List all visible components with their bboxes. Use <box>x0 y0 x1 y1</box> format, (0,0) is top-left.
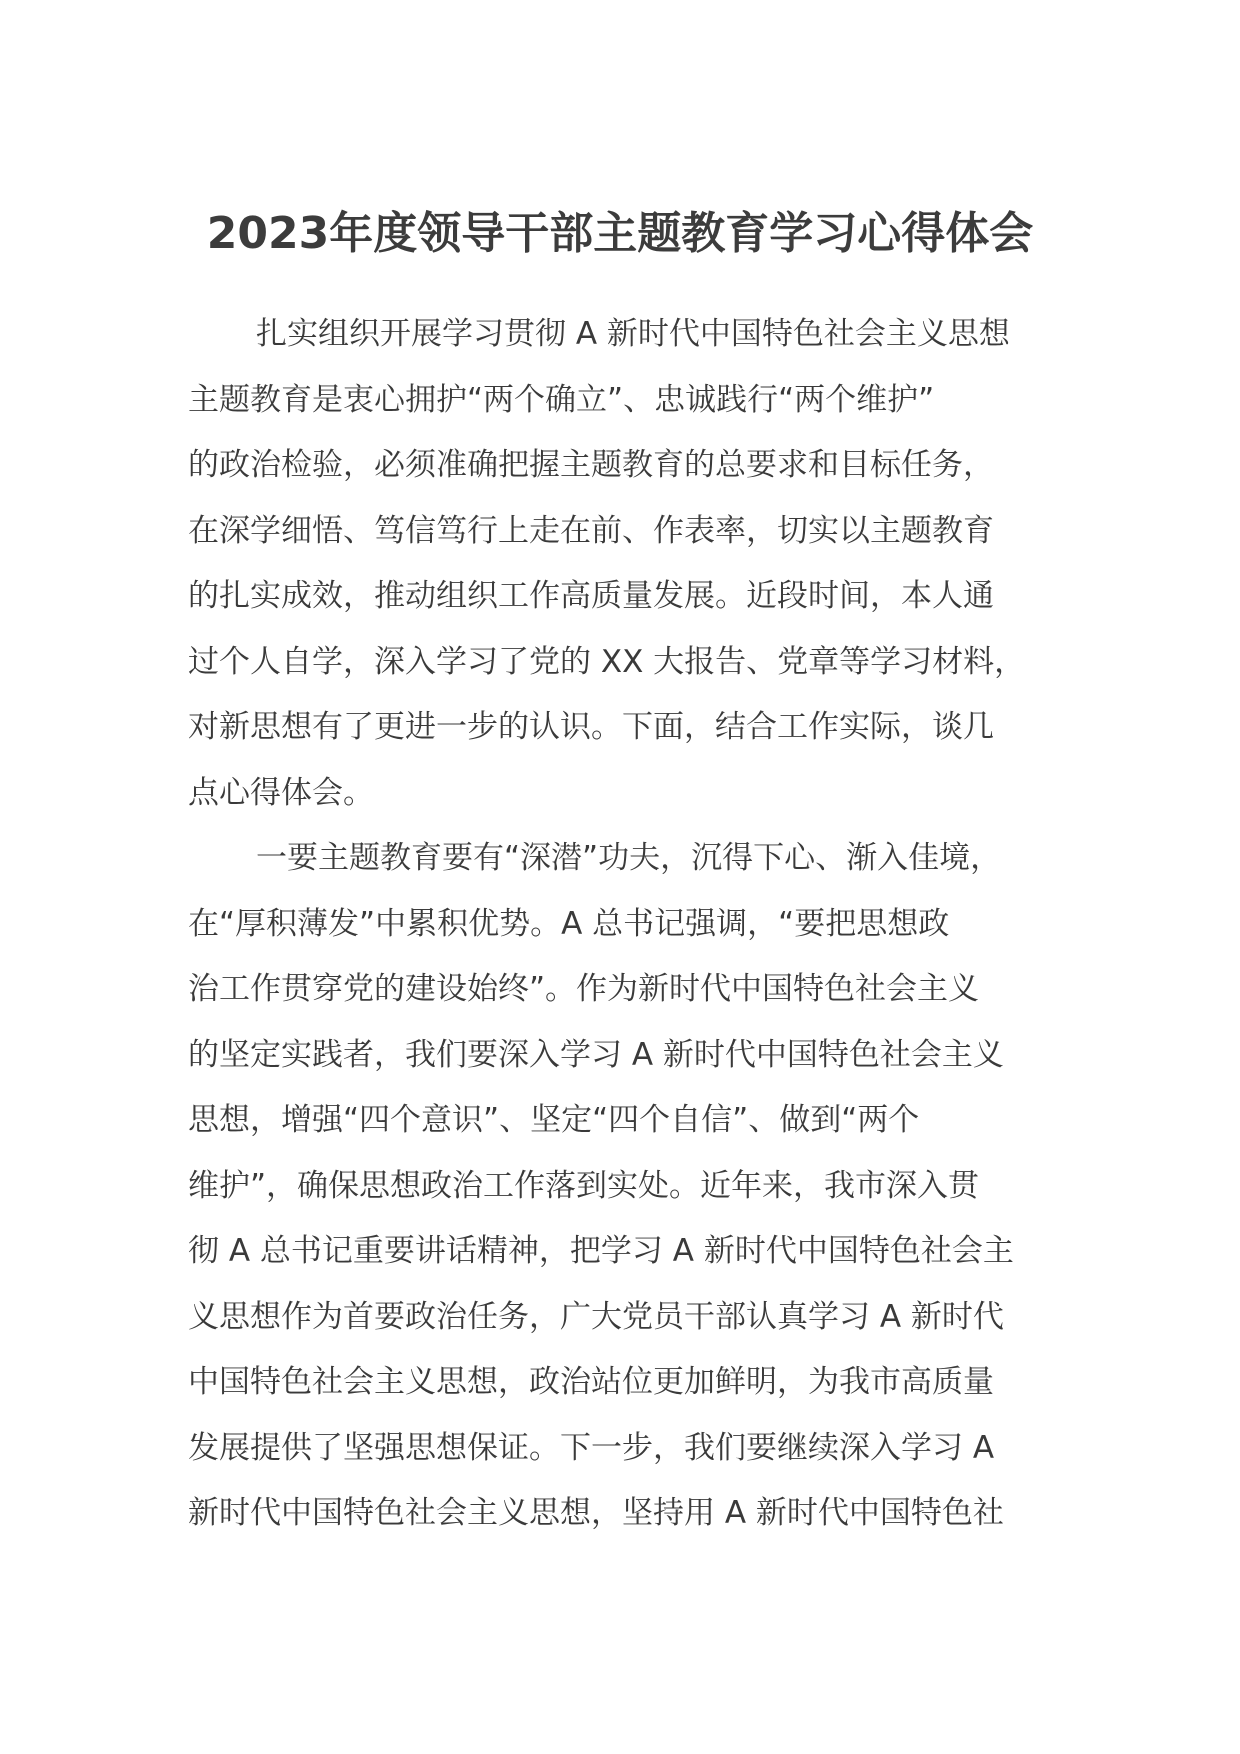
text-line: 一要主题教育要有“深潜”功夫，沉得下心、渐入佳境， <box>256 840 1002 876</box>
text-line: 彻 A 总书记重要讲话精神，把学习 A 新时代中国特色社会主 <box>188 1233 1014 1269</box>
text-line: 的政治检验，必须准确把握主题教育的总要求和目标任务， <box>188 447 994 483</box>
text-line: 中国特色社会主义思想，政治站位更加鲜明，为我市高质量 <box>188 1364 994 1400</box>
text-line: 在深学细悟、笃信笃行上走在前、作表率，切实以主题教育 <box>188 512 994 549</box>
text-line: 对新思想有了更进一步的认识。下面，结合工作实际，谈几 <box>188 709 994 745</box>
text-line: 的扎实成效，推动组织工作高质量发展。近段时间，本人通 <box>188 578 994 614</box>
text-line: 治工作贯穿党的建设始终”。作为新时代中国特色社会主义 <box>188 971 980 1007</box>
paragraph-point-one <box>188 826 1068 1547</box>
text-line: 在“厚积薄发”中累积优势。A 总书记强调，“要把思想政 <box>188 905 950 942</box>
text-line: 主题教育是衷心拥护“两个确立”、忠诚践行“两个维护” <box>188 381 935 418</box>
text-line: 义思想作为首要政治任务，广大党员干部认真学习 A 新时代 <box>188 1298 1004 1335</box>
text-line: 思想，增强“四个意识”、坚定“四个自信”、做到“两个 <box>188 1102 920 1138</box>
text-line: 新时代中国特色社会主义思想，坚持用 A 新时代中国特色社 <box>188 1495 1004 1531</box>
text-line: 扎实组织开展学习贯彻 A 新时代中国特色社会主义思想 <box>256 316 1010 352</box>
text-line: 过个人自学，深入学习了党的 XX 大报告、党章等学习材料， <box>188 643 1026 680</box>
text-line: 点心得体会。 <box>188 774 374 811</box>
text-line: 发展提供了坚强思想保证。下一步，我们要继续深入学习 A <box>188 1429 995 1466</box>
document-title: 2023年度领导干部主题教育学习心得体会 <box>206 208 1034 259</box>
document-body <box>188 302 1068 1547</box>
text-line: 维护”，确保思想政治工作落到实处。近年来，我市深入贯 <box>188 1167 980 1204</box>
paragraph-intro <box>188 302 1068 826</box>
text-line: 的坚定实践者，我们要深入学习 A 新时代中国特色社会主义 <box>188 1036 1004 1073</box>
